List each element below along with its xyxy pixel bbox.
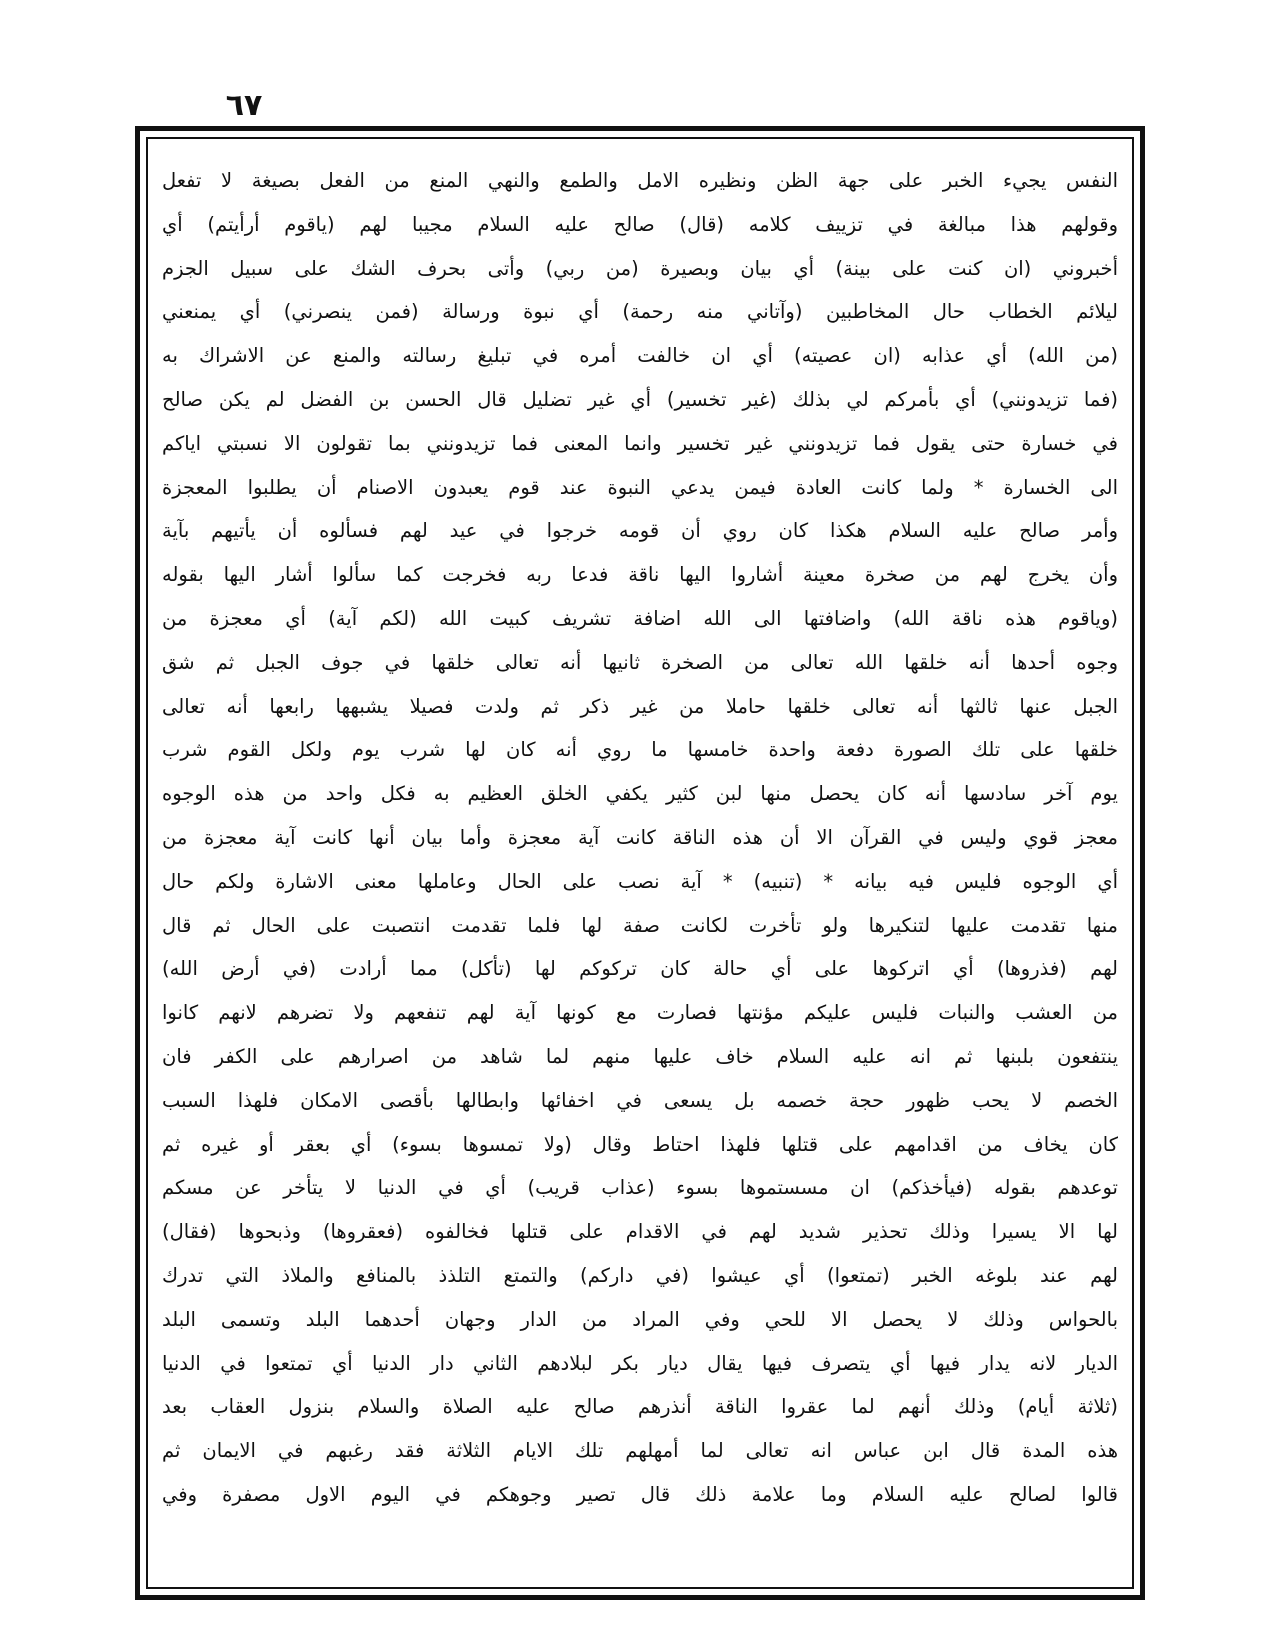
page-border [135, 126, 1145, 1600]
text-line: في خسارة حتى يقول فما تزيدونني غير تخسير وانما المعنى فما تزيدونني بما تقولون الا نسبتي اياكم [162, 431, 1118, 455]
text-line: النفس يجيء الخبر على جهة الظن ونظيره الامل والطمع والنهي المنع من الفعل بصيغة لا تفعل [162, 169, 1118, 192]
text-line: وجوه أحدها أنه خلقها الله تعالى من الصخرة ثانيها أنه تعالى خلقها في جوف الجبل ثم شق [162, 650, 1118, 674]
text-line: أخبروني (ان كنت على بينة) أي بيان وبصيرة (من ربي) وأتى بحرف الشك على سبيل الجزم [162, 256, 1118, 280]
text-line: هذه المدة قال ابن عباس انه تعالى لما أمهلهم تلك الايام الثلاثة فقد رغبهم في الايمان ثم [162, 1439, 1118, 1463]
text-line: كان يخاف من اقدامهم على قتلها فلهذا احتاط وقال (ولا تمسوها بسوء) أي بعقر أو غيره ثم [162, 1132, 1118, 1156]
text-line: الخصم لا يحب ظهور حجة خصمه بل يسعى في اخفائها وابطالها بأقصى الامكان فلهذا السبب [162, 1088, 1118, 1112]
page-border-inner [146, 137, 1134, 1589]
text-line: (فما تزيدونني) أي بأمركم لي بذلك (غير تخسير) أي غير تضليل قال الحسن بن الفضل لم يكن صالح [162, 387, 1118, 411]
text-line: قالوا لصالح عليه السلام وما علامة ذلك قال تصير وجوهكم في اليوم الاول مصفرة وفي [162, 1482, 1118, 1506]
text-line: (من الله) أي عذابه (ان عصيته) أي ان خالفت أمره في تبليغ رسالته والمنع عن الاشراك به [162, 344, 1118, 368]
text-line: ليلائم الخطاب حال المخاطبين (وآتاني منه رحمة) أي نبوة ورسالة (فمن ينصرني) أي يمنعني [162, 300, 1118, 324]
text-line: (ثلاثة أيام) وذلك أنهم لما عقروا الناقة أنذرهم صالح عليه الصلاة والسلام بنزول العقاب بعد [162, 1395, 1118, 1419]
body-text [162, 159, 1118, 1577]
text-line: ينتفعون بلبنها ثم انه عليه السلام خاف عليها منهم لما شاهد من اصرارهم على الكفر فان [162, 1044, 1118, 1068]
text-line: توعدهم بقوله (فيأخذكم) ان مسستموها بسوء (عذاب قريب) أي في الدنيا لا يتأخر عن مسكم [162, 1176, 1118, 1200]
text-line: (وياقوم هذه ناقة الله) واضافتها الى الله اضافة تشريف كبيت الله (لكم آية) أي معجزة من [162, 606, 1118, 630]
text-line: أي الوجوه فليس فيه بيانه * (تنبيه) * آية نصب على الحال وعاملها معنى الاشارة ولكم حال [162, 869, 1118, 893]
text-line: خلقها على تلك الصورة دفعة واحدة خامسها ما روي أنه كان لها شرب يوم ولكل القوم شرب [162, 738, 1118, 762]
text-line: لهم عند بلوغه الخبر (تمتعوا) أي عيشوا (في داركم) والتمتع التلذذ بالمنافع والملاذ التي تدرك [162, 1263, 1118, 1287]
text-line: من العشب والنبات فليس عليكم مؤنتها فصارت مع كونها آية لهم تنفعهم ولا تضرهم لانهم كانوا [162, 1001, 1118, 1025]
text-line: منها تقدمت عليها لتنكيرها ولو تأخرت لكانت صفة لها فلما تقدمت انتصبت على الحال ثم قال [162, 913, 1118, 937]
text-line: لها الا يسيرا وذلك تحذير شديد لهم في الاقدام على قتلها فخالفوه (فعقروها) وذبحوها (فقال) [162, 1220, 1118, 1244]
text-line: وقولهم هذا مبالغة في تزييف كلامه (قال) صالح عليه السلام مجيبا لهم (ياقوم أرأيتم) أي [162, 212, 1118, 236]
text-line: لهم (فذروها) أي اتركوها على أي حالة كان تركوكم لها (تأكل) مما أرادت (في أرض الله) [162, 957, 1118, 981]
text-line: الديار لانه يدار فيها أي يتصرف فيها يقال ديار بكر لبلادهم الثاني دار الدنيا أي تمتعوا في الدنيا [162, 1351, 1118, 1375]
text-line: وأن يخرج لهم من صخرة معينة أشاروا اليها ناقة فدعا ربه فخرجت كما سألوا أشار اليها بقوله [162, 563, 1118, 587]
page-number: ٦٧ [225, 88, 263, 123]
text-line: بالحواس وذلك لا يحصل الا للحي وفي المراد من الدار وجهان أحدهما البلد وتسمى البلد [162, 1307, 1118, 1331]
text-line: معجز قوي وليس في القرآن الا أن هذه الناقة كانت آية معجزة وأما بيان أنها كانت آية معجزة من [162, 825, 1118, 849]
text-line: الى الخسارة * ولما كانت العادة فيمن يدعي النبوة عند قوم يعبدون الاصنام أن يطلبوا المعجزة [162, 475, 1118, 499]
text-line: الجبل عنها ثالثها أنه تعالى خلقها حاملا من غير ذكر ثم ولدت فصيلا يشبهها رابعها أنه تعالى [162, 694, 1118, 718]
text-line: يوم آخر سادسها أنه كان يحصل منها لبن كثير يكفي الخلق العظيم به فكل واحد من هذه الوجوه [162, 782, 1118, 806]
text-line: وأمر صالح عليه السلام هكذا كان روي أن قومه خرجوا في عيد لهم فسألوه أن يأتيهم بآية [162, 519, 1118, 543]
